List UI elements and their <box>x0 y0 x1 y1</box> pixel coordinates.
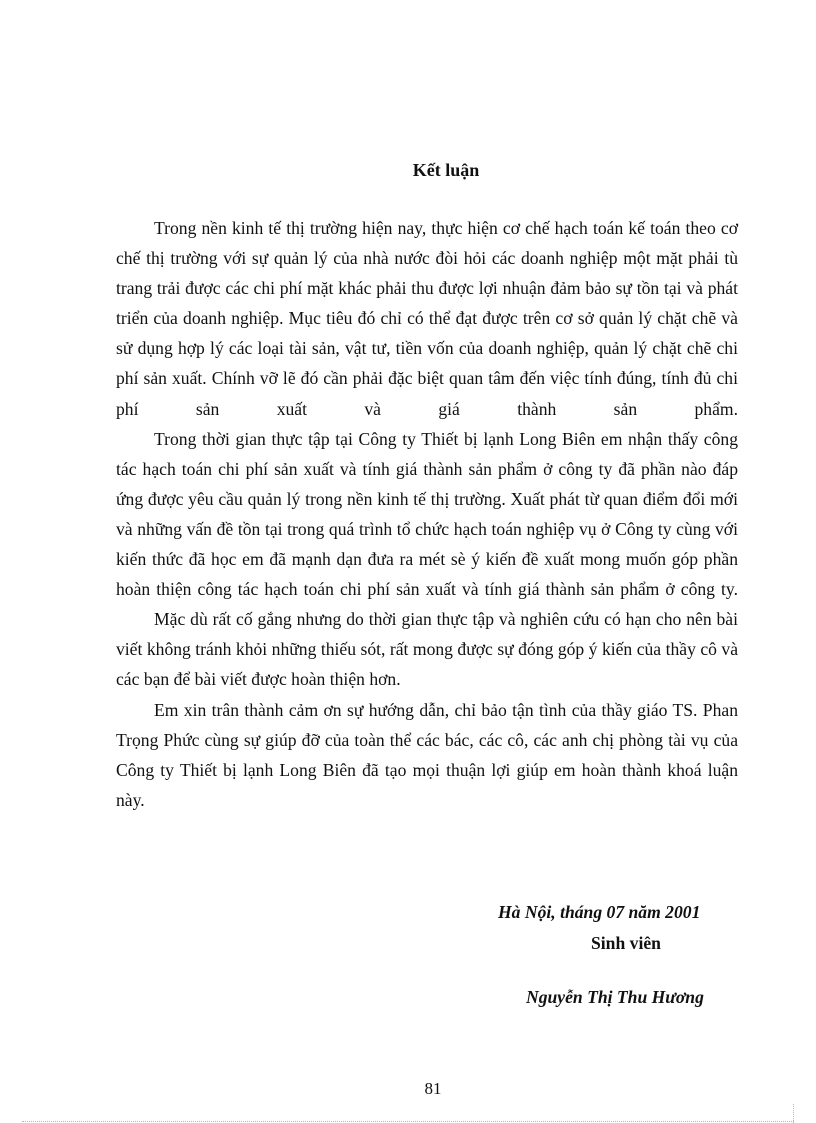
page-number: 81 <box>424 1079 442 1098</box>
paragraph-internship: Trong thời gian thực tập tại Công ty Thiết bị lạnh Long Biên em nhận thấy công tác hạch toán chi phí sản xuất và tính giá thành sản phẩm ở công ty đã phần nào đáp ứng được yêu cầu quản lý trong nền kinh tế thị trường. Xuất phát từ quan điểm đổi mới và những vấn đề tồn tại trong quá trình tổ chức hạch toán nghiệp vụ ở Công ty cùng với kiến thức đã học em đã mạnh dạn đưa ra mét sè ý kiến đề xuất mong muốn góp phần hoàn thiện công tác hạch toán chi phí sản xuất và tính giá thành sản phẩm ở công ty. <box>116 428 738 600</box>
signature-name: Nguyễn Thị Thu Hương <box>526 987 704 1007</box>
page-corner-mark <box>793 1104 794 1123</box>
paragraph-intro: Trong nền kinh tế thị trường hiện nay, thực hiện cơ chế hạch toán kế toán theo cơ chế thị trường với sự quản lý của nhà nước đòi hỏi các doanh nghiệp một mặt phải tù trang trải được các chi phí mặt khác phải thu được lợi nhuận đảm bảo sự tồn tại và phát triển của doanh nghiệp. Mục tiêu đó chỉ có thể đạt được trên cơ sở quản lý chặt chẽ và sử dụng hợp lý các loại tài sản, vật tư, tiền vốn của doanh nghiệp, quản lý chặt chẽ chi phí sản xuất. Chính vỡ lẽ đó cần phải đặc biệt quan tâm đến việc tính đúng, tính đủ chi phí sản xuất và giá thành sản phẩm. <box>116 218 738 419</box>
signature-place-date: Hà Nội, tháng 07 năm 2001 <box>498 902 701 922</box>
signature-role: Sinh viên <box>591 933 661 953</box>
page-title: Kết luận <box>412 160 480 180</box>
body-text <box>116 213 738 815</box>
paragraph-thanks: Em xin trân thành cảm ơn sự hướng dẫn, chỉ bảo tận tình của thầy giáo TS. Phan Trọng Phức cùng sự giúp đỡ của toàn thể các bác, các cô, các anh chị phòng tài vụ của Công ty Thiết bị lạnh Long Biên đã tạo mọi thuận lợi giúp em hoàn thành khoá luận này. <box>116 699 738 810</box>
paragraph-limitations: Mặc dù rất cố gắng nhưng do thời gian thực tập và nghiên cứu có hạn cho nên bài viết không tránh khỏi những thiếu sót, rất mong được sự đóng góp ý kiến của thầy cô và các bạn để bài viết được hoàn thiện hơn. <box>116 609 738 690</box>
footer-divider <box>22 1121 794 1122</box>
